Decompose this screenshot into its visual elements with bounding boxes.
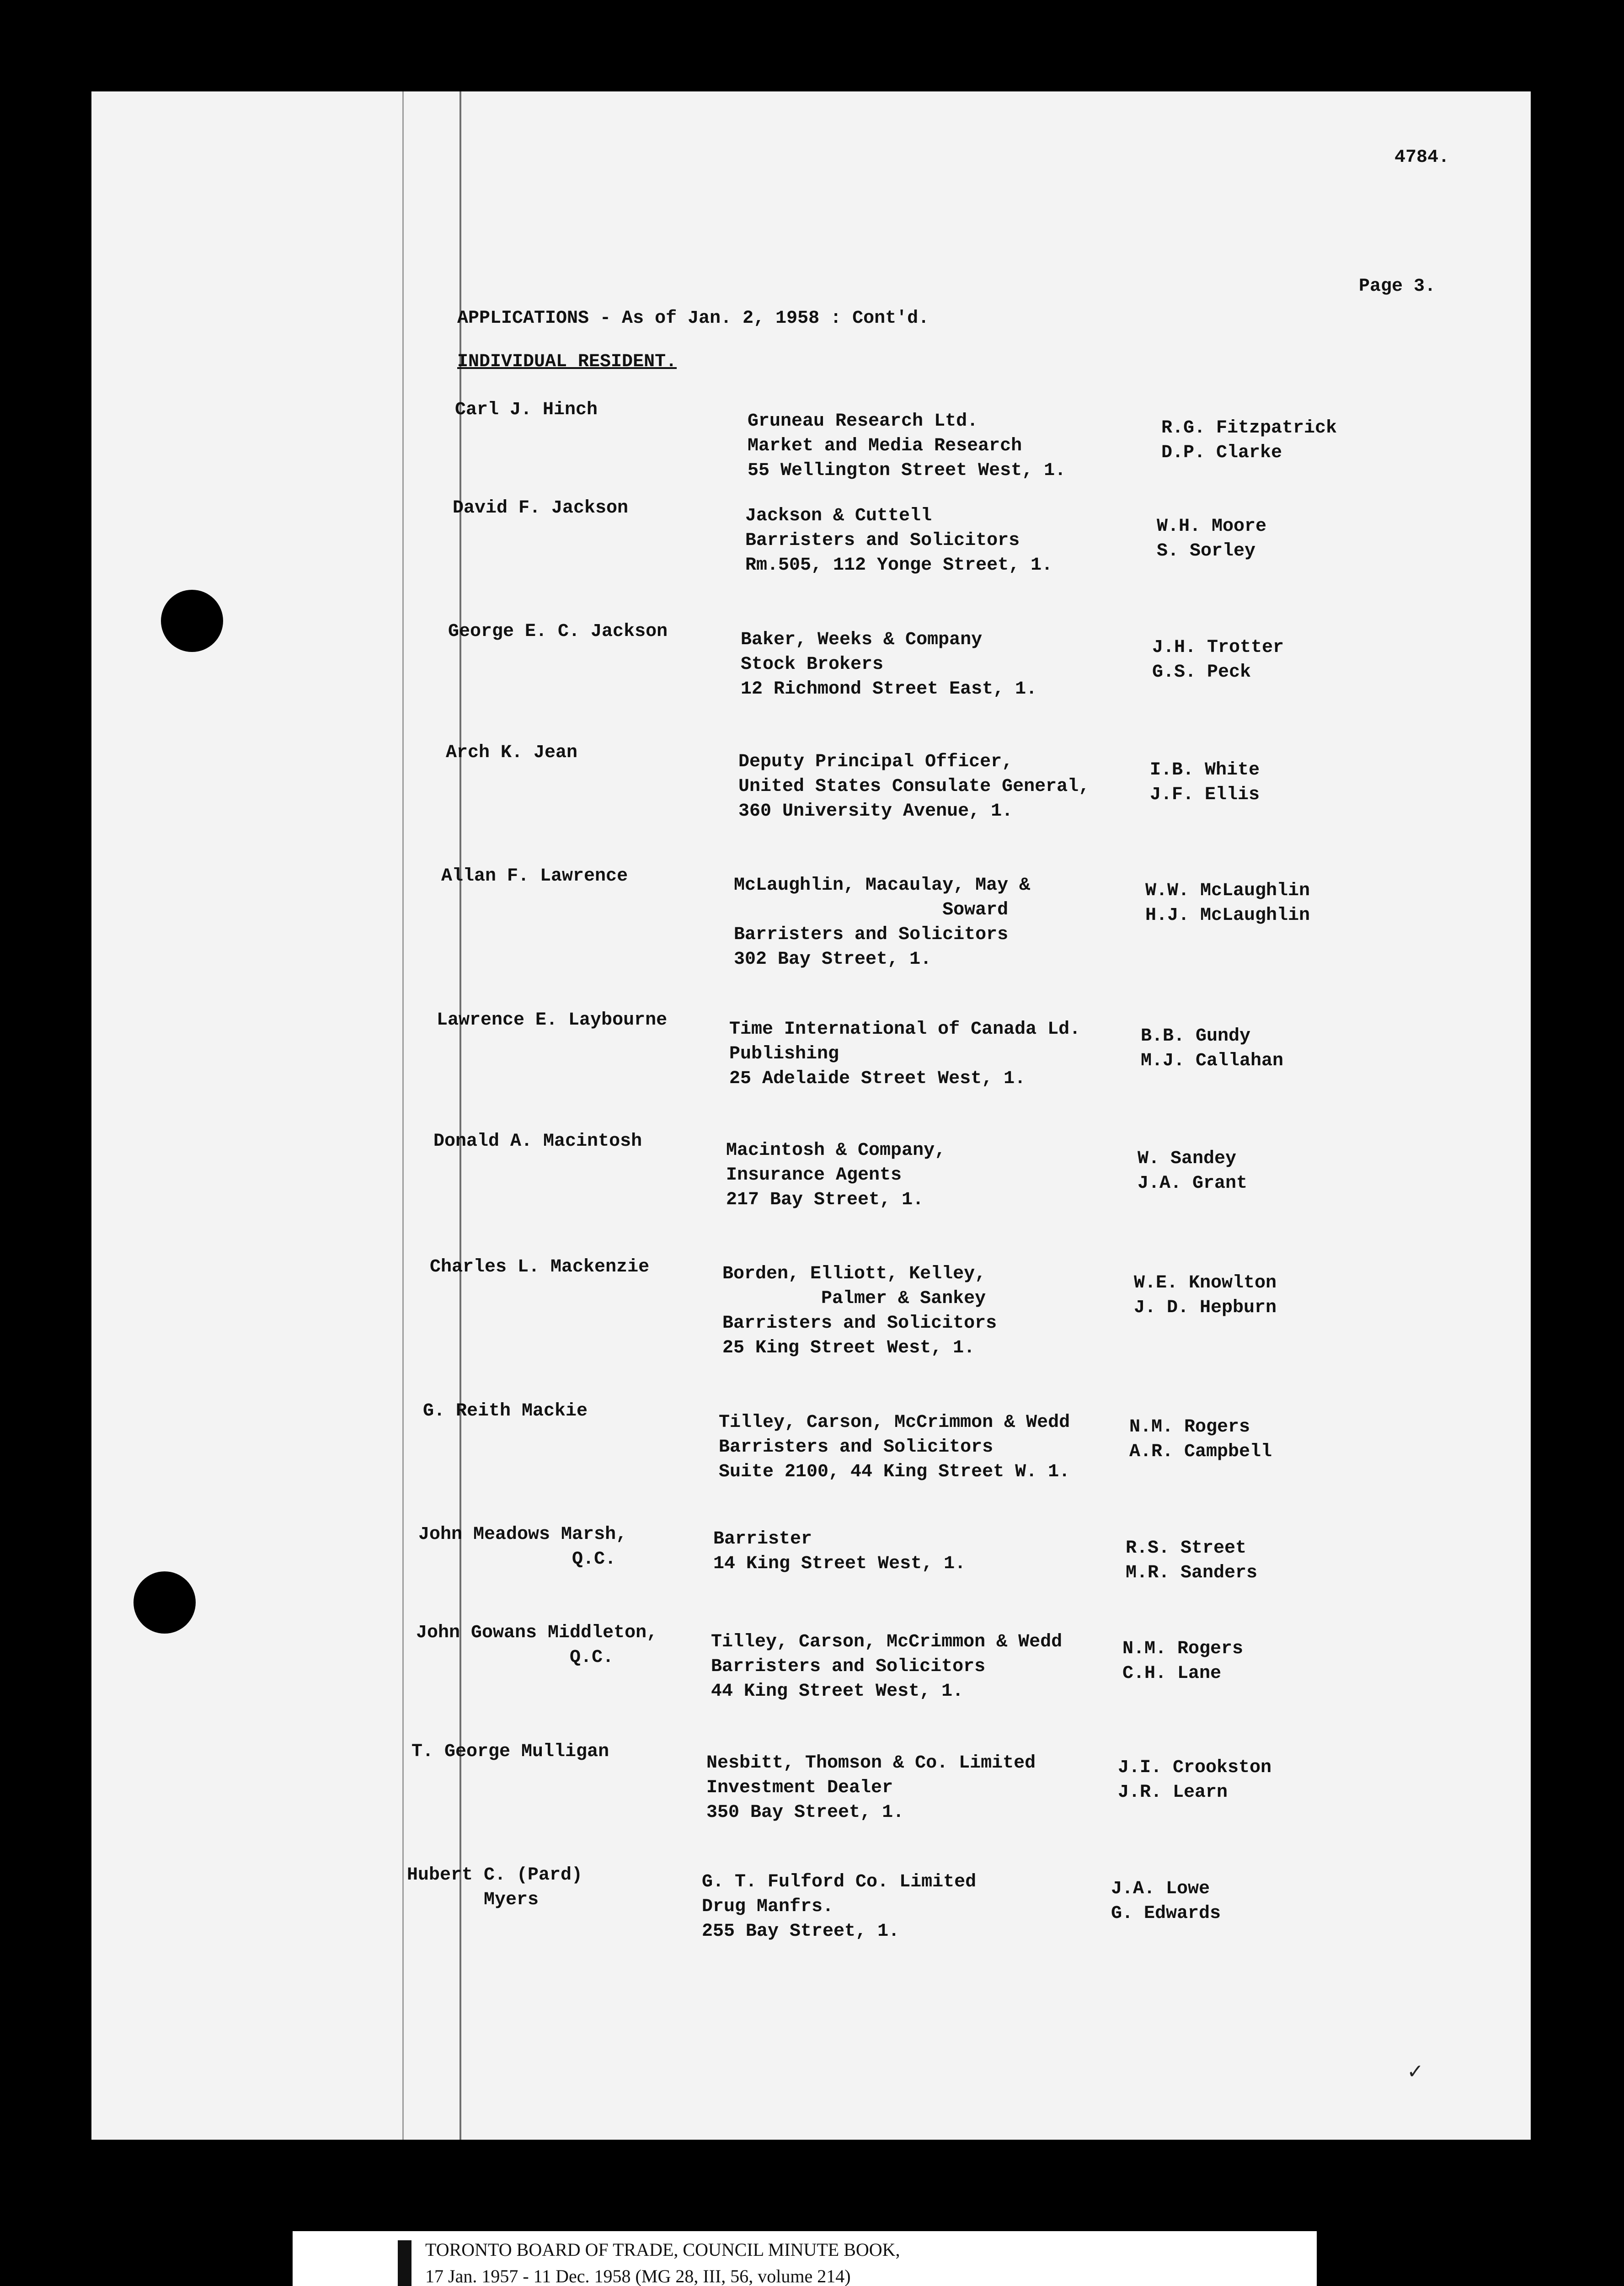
page-heading: APPLICATIONS - As of Jan. 2, 1958 : Cont'd. (457, 308, 930, 329)
punch-hole-top (161, 590, 223, 652)
applicant-company: Deputy Principal Officer, United States Consulate General, 360 University Avenue, 1. (738, 752, 1090, 822)
applicant-sponsors: R.G. Fitzpatrick D.P. Clarke (1161, 418, 1337, 463)
applicant-company: Macintosh & Company, Insurance Agents 217 Bay Street, 1. (726, 1140, 946, 1210)
check-mark-icon: ✓ (1408, 2060, 1422, 2086)
applicant-company: Barrister 14 King Street West, 1. (713, 1529, 966, 1574)
applicant-sponsors: W.W. McLaughlin H.J. McLaughlin (1145, 881, 1310, 926)
applicant-company: Baker, Weeks & Company Stock Brokers 12 Richmond Street East, 1. (741, 630, 1037, 700)
applicant-sponsors: W. Sandey J.A. Grant (1138, 1148, 1248, 1194)
applicant-name: Arch K. Jean (446, 742, 578, 763)
applicant-company: G. T. Fulford Co. Limited Drug Manfrs. 255 Bay Street, 1. (702, 1872, 977, 1942)
document-page (91, 91, 1531, 2140)
applicant-sponsors: N.M. Rogers C.H. Lane (1122, 1639, 1244, 1684)
applicant-name: G. Reith Mackie (423, 1401, 588, 1421)
applicant-company: Borden, Elliott, Kelley, Palmer & Sankey Barristers and Solicitors 25 King Street West, 1. (722, 1264, 997, 1358)
applicant-company: McLaughlin, Macaulay, May & Soward Barristers and Solicitors 302 Bay Street, 1. (734, 875, 1031, 970)
applicant-company: Time International of Canada Ld. Publishing 25 Adelaide Street West, 1. (729, 1019, 1081, 1089)
applicant-name: Donald A. Macintosh (433, 1131, 642, 1152)
page-label: Page 3. (1359, 276, 1436, 297)
archive-label (425, 2237, 1111, 2286)
applicant-name: John Meadows Marsh, Q.C. (418, 1524, 627, 1570)
punch-hole-bottom (134, 1571, 196, 1634)
applicant-sponsors: N.M. Rogers A.R. Campbell (1129, 1417, 1272, 1462)
applicant-sponsors: J.I. Crookston J.R. Learn (1118, 1757, 1272, 1803)
applicant-sponsors: W.H. Moore S. Sorley (1157, 516, 1267, 561)
applicant-name: Allan F. Lawrence (441, 866, 628, 887)
applicant-name: T. George Mulligan (411, 1741, 609, 1762)
binding-line-secondary (402, 91, 404, 2140)
section-heading: INDIVIDUAL RESIDENT. (457, 352, 677, 372)
applicant-name: Lawrence E. Laybourne (437, 1010, 668, 1031)
applicant-company: Nesbitt, Thomson & Co. Limited Investment Dealer 350 Bay Street, 1. (706, 1753, 1036, 1823)
archive-label-line2: 17 Jan. 1957 - 11 Dec. 1958 (MG 28, III, 56, volume 214) (425, 2266, 851, 2286)
doc-number: 4784. (1394, 147, 1450, 168)
applicant-sponsors: J.A. Lowe G. Edwards (1111, 1879, 1221, 1924)
applicant-name: Charles L. Mackenzie (430, 1257, 650, 1277)
applicant-sponsors: I.B. White J.F. Ellis (1150, 760, 1260, 805)
applicant-name: David F. Jackson (453, 498, 629, 518)
applicant-name: Carl J. Hinch (455, 400, 598, 420)
applicant-name: Hubert C. (Pard) Myers (407, 1865, 583, 1910)
applicant-name: John Gowans Middleton, Q.C. (416, 1623, 658, 1668)
applicant-sponsors: B.B. Gundy M.J. Callahan (1141, 1026, 1284, 1071)
applicant-sponsors: J.H. Trotter G.S. Peck (1152, 637, 1284, 683)
applicant-company: Tilley, Carson, McCrimmon & Wedd Barristers and Solicitors Suite 2100, 44 King Street W. 1. (719, 1412, 1070, 1482)
archive-label-line1: TORONTO BOARD OF TRADE, COUNCIL MINUTE BOOK, (425, 2239, 900, 2260)
applicant-sponsors: R.S. Street M.R. Sanders (1126, 1538, 1258, 1583)
applicant-company: Jackson & Cuttell Barristers and Solicitors Rm.505, 112 Yonge Street, 1. (745, 506, 1053, 576)
applicant-sponsors: W.E. Knowlton J. D. Hepburn (1134, 1273, 1277, 1318)
applicant-company: Tilley, Carson, McCrimmon & Wedd Barristers and Solicitors 44 King Street West, 1. (711, 1632, 1063, 1702)
applicant-company: Gruneau Research Ltd. Market and Media Research 55 Wellington Street West, 1. (748, 411, 1066, 481)
applicant-name: George E. C. Jackson (448, 621, 668, 642)
